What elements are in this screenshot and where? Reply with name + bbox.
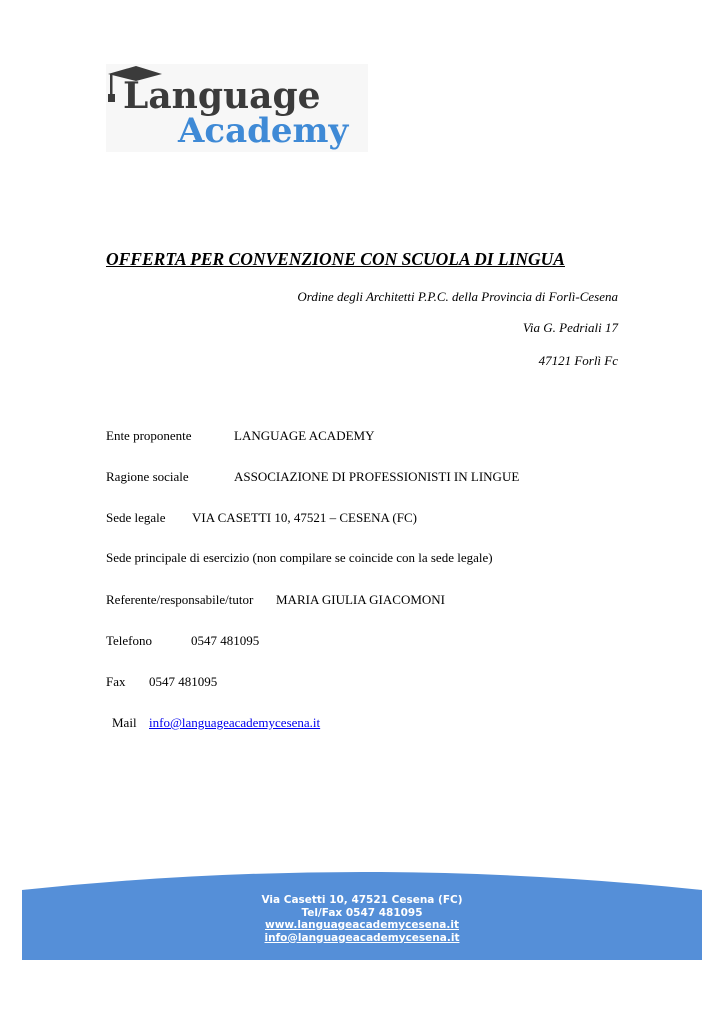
mail-link[interactable]: info@languageacademycesena.it	[149, 715, 321, 730]
field-referente	[106, 592, 445, 608]
field-label: Telefono	[106, 633, 153, 648]
field-telefono	[106, 633, 259, 649]
field-value: MARIA GIULIA GIACOMONI	[276, 592, 445, 607]
field-value: 0547 481095	[149, 674, 218, 689]
field-label: Sede legale	[106, 510, 166, 525]
language-academy-logo	[106, 64, 368, 152]
field-sede-principale: Sede principale di esercizio (non compilare se coincide con la sede legale)	[106, 550, 493, 565]
recipient-line-1: Ordine degli Architetti P.P.C. della Provincia di Forlì-Cesena	[297, 289, 618, 304]
logo-line2: Academy	[178, 111, 349, 151]
field-value: ASSOCIAZIONE DI PROFESSIONISTI IN LINGUE	[234, 469, 520, 484]
footer-address: Via Casetti 10, 47521 Cesena (FC)	[261, 894, 463, 906]
footer-email-link[interactable]: info@languageacademycesena.it	[264, 931, 460, 944]
field-ragione-sociale	[106, 469, 519, 485]
document-title: OFFERTA PER CONVENZIONE CON SCUOLA DI LINGUA	[106, 249, 565, 269]
field-label: Referente/responsabile/tutor	[106, 592, 254, 607]
logo-line1: Language	[123, 75, 321, 117]
field-label: Mail	[112, 715, 137, 730]
footer-contact-block	[22, 894, 702, 944]
field-label: Fax	[106, 674, 126, 689]
field-sede-legale	[106, 510, 417, 526]
logo-graphic	[106, 64, 368, 152]
field-label: Ente proponente	[106, 428, 192, 443]
field-mail	[112, 715, 320, 731]
field-value: 0547 481095	[191, 633, 260, 648]
recipient-line-2: Via G. Pedriali 17	[522, 320, 618, 335]
field-fax	[106, 674, 217, 690]
footer-website-link[interactable]: www.languageacademycesena.it	[265, 919, 459, 931]
footer-telfax: Tel/Fax 0547 481095	[301, 906, 423, 919]
field-value: LANGUAGE ACADEMY	[234, 428, 375, 443]
footer-banner	[22, 868, 702, 960]
field-label: Ragione sociale	[106, 469, 189, 484]
recipient-line-3: 47121 Forlì Fc	[538, 353, 618, 368]
field-ente-proponente	[106, 428, 374, 444]
field-value: VIA CASETTI 10, 47521 – CESENA (FC)	[192, 510, 417, 525]
